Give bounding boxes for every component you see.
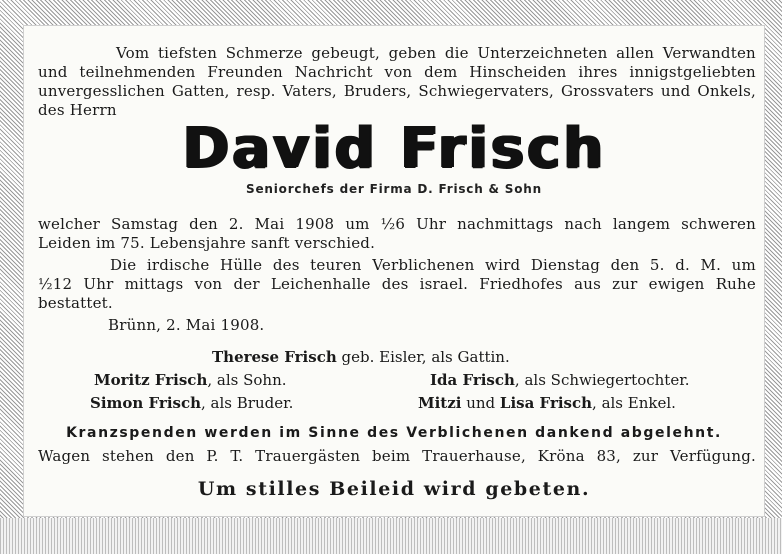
word: welcher [38, 215, 101, 233]
burial-line-3-text: bestattet. [38, 294, 113, 312]
word: Vom [116, 44, 150, 62]
mourner-ida [430, 371, 689, 389]
word: des [272, 256, 300, 274]
word: resp. [236, 82, 276, 100]
word: T. [230, 447, 244, 465]
word: geben [388, 44, 437, 62]
word: teilnehmenden [79, 63, 196, 81]
word: Hülle [220, 256, 263, 274]
mourner-mitzi-name: Mitzi [418, 394, 462, 412]
death-line-2-text: Leiden im 75. Lebensjahre sanft verschied. [38, 234, 376, 252]
word: Samstag [111, 215, 179, 233]
word: um [731, 256, 756, 274]
word: Ruhe [715, 275, 756, 293]
intro-line-1 [116, 44, 756, 62]
word: den [610, 256, 640, 274]
word: d. [675, 256, 690, 274]
word: ½12 [38, 275, 73, 293]
word: Mai [254, 215, 285, 233]
word: Verwandten [662, 44, 756, 62]
intro-line-3 [38, 82, 756, 100]
word: Verblichenen [372, 256, 475, 274]
word: nach [564, 215, 602, 233]
wreath-note: Kranzspenden werden im Sinne des Verblichenen dankend abgelehnt. [66, 425, 722, 441]
intro-line-1-words [116, 44, 756, 62]
mourner-simon [90, 394, 293, 412]
burial-line-1-words [110, 256, 756, 274]
intro-line-2-words [38, 63, 756, 81]
mourner-moritz [94, 371, 287, 389]
clipping-bottom-edge [0, 518, 782, 554]
mourner-moritz-name: Moritz Frisch [94, 371, 208, 389]
word: Grossvaters [560, 82, 654, 100]
word: zur [632, 447, 659, 465]
word: teuren [310, 256, 362, 274]
word: M. [700, 256, 722, 274]
word: schweren [681, 215, 756, 233]
word: Vaters, [282, 82, 337, 100]
word: Onkels, [697, 82, 756, 100]
word: um [345, 215, 370, 233]
word: Trauergästen [255, 447, 361, 465]
word: Wagen [38, 447, 91, 465]
mourner-ida-role: , als Schwiegertochter. [514, 371, 690, 389]
word: 83, [596, 447, 622, 465]
word: beim [372, 447, 411, 465]
mourner-simon-name: Simon Frisch [90, 394, 202, 412]
word: nachmittags [457, 215, 554, 233]
mourner-simon-role: , als Bruder. [201, 394, 294, 412]
word: 2. [228, 215, 244, 233]
word: tiefsten [157, 44, 218, 62]
deceased-title: Seniorchefs der Firma D. Frisch & Sohn [246, 182, 542, 196]
mourner-lisa-name: Lisa Frisch [499, 394, 593, 412]
word: Verfügung. [669, 447, 756, 465]
word: gebeugt, [311, 44, 380, 62]
death-line-1-words [38, 215, 756, 233]
word: zur [612, 275, 638, 293]
word: Schwiegervaters, [418, 82, 555, 100]
word: irdische [146, 256, 210, 274]
word: ihres [578, 63, 618, 81]
word: der [233, 275, 260, 293]
burial-line-1 [110, 256, 756, 274]
word: von [194, 275, 223, 293]
mourner-mitzi-und: und [461, 394, 500, 412]
word: die [444, 44, 469, 62]
deceased-name: David Frisch [182, 116, 606, 181]
burial-line-2-words [38, 275, 756, 293]
mourner-therese-role: geb. Eisler, als Gattin. [336, 348, 510, 366]
mourner-therese-name: Therese Frisch [212, 348, 337, 366]
word: Kröna [537, 447, 585, 465]
word: 1908 [295, 215, 335, 233]
word: ewigen [648, 275, 705, 293]
word: Unterzeichneten [477, 44, 608, 62]
word: wird [485, 256, 521, 274]
intro-line-2 [38, 63, 756, 81]
word: israel. [419, 275, 469, 293]
word: Gatten, [171, 82, 230, 100]
word: unvergesslichen [38, 82, 165, 100]
carriage-note [38, 447, 756, 465]
mourner-mitzi-lisa [418, 394, 676, 412]
word: ½6 [380, 215, 406, 233]
word: 5. [649, 256, 665, 274]
closing-line: Um stilles Beileid wird gebeten. [197, 478, 591, 500]
word: Schmerze [225, 44, 303, 62]
death-line-1 [38, 215, 756, 233]
word: Hinscheiden [469, 63, 567, 81]
word: Uhr [416, 215, 447, 233]
intro-line-4-text: des Herrn [38, 101, 117, 119]
word: und [38, 63, 68, 81]
word: langem [612, 215, 671, 233]
death-line-2 [38, 234, 375, 252]
word: Nachricht [294, 63, 373, 81]
carriage-note-words [38, 447, 756, 465]
word: Die [110, 256, 137, 274]
word: aus [574, 275, 602, 293]
word: des [381, 275, 409, 293]
word: von [384, 63, 413, 81]
word: stehen [102, 447, 155, 465]
mourner-therese [212, 348, 510, 366]
word: allen [616, 44, 655, 62]
word: Leichenhalle [270, 275, 371, 293]
word: und [660, 82, 691, 100]
word: Bruders, [343, 82, 412, 100]
word: mittags [124, 275, 184, 293]
place-date [108, 316, 264, 334]
mourner-mitzi-lisa-role: , als Enkel. [592, 394, 676, 412]
word: den [189, 215, 218, 233]
burial-line-3 [38, 294, 113, 312]
word: P. [206, 447, 219, 465]
intro-line-4 [38, 101, 117, 119]
word: Freunden [207, 63, 283, 81]
place-date-text: Brünn, 2. Mai 1908. [108, 316, 265, 334]
word: innigstgeliebten [629, 63, 756, 81]
word: Friedhofes [479, 275, 563, 293]
word: Trauerhause, [422, 447, 526, 465]
mourner-moritz-role: , als Sohn. [207, 371, 287, 389]
mourner-ida-name: Ida Frisch [430, 371, 515, 389]
word: Dienstag [530, 256, 601, 274]
obituary-notice [24, 26, 764, 516]
word: dem [424, 63, 458, 81]
word: den [165, 447, 195, 465]
burial-line-2 [38, 275, 756, 293]
intro-line-3-words [38, 82, 756, 100]
word: Uhr [83, 275, 114, 293]
